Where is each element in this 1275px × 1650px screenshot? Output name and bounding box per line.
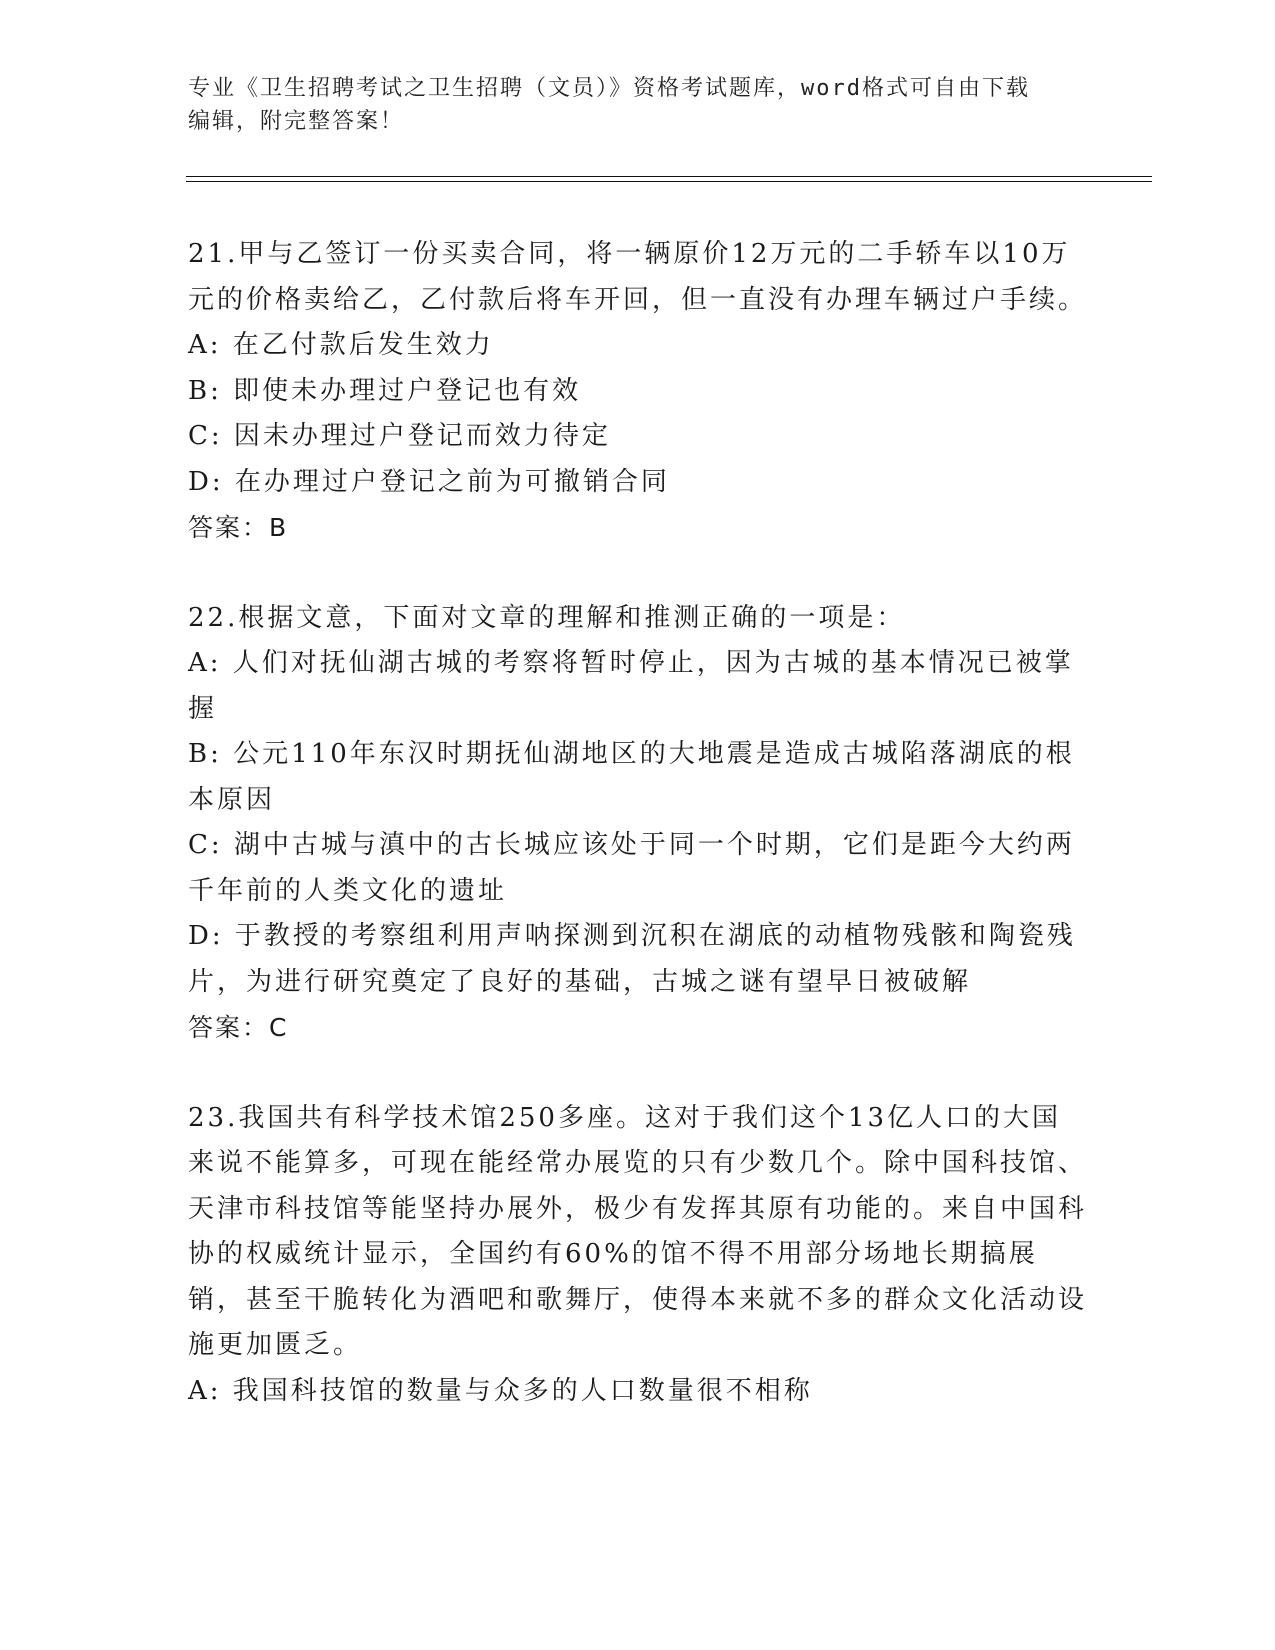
option-d: D: 于教授的考察组利用声呐探测到沉积在湖底的动植物残骸和陶瓷残片，为进行研究奠定了良好的基础，古城之谜有望早日被破解 <box>188 921 1076 997</box>
header-divider-top <box>186 176 1152 177</box>
option-c: C: 因未办理过户登记而效力待定 <box>188 421 611 451</box>
answer-label: 答案：C <box>188 1013 289 1042</box>
option-b: B: 公元110年东汉时期抚仙湖地区的大地震是造成古城陷落湖底的根本原因 <box>188 739 1075 815</box>
question-21 <box>188 232 1088 551</box>
answer-label: 答案：B <box>188 513 289 542</box>
header-line-2: 编辑，附完整答案！ <box>188 109 405 134</box>
option-a: A: 人们对抚仙湖古城的考察将暂时停止，因为古城的基本情况已被掌握 <box>188 648 1074 724</box>
header-line-1: 专业《卫生招聘考试之卫生招聘（文员）》资格考试题库，word格式可自由下载 <box>188 76 1030 101</box>
question-23 <box>188 1096 1088 1415</box>
option-d: D: 在办理过户登记之前为可撤销合同 <box>188 466 670 497</box>
option-a: A: 在乙付款后发生效力 <box>188 330 494 360</box>
question-stem: 21.甲与乙签订一份买卖合同，将一辆原价12万元的二手轿车以10万元的价格卖给乙，乙付款后将车开回，但一直没有办理车辆过户手续。 <box>188 239 1088 315</box>
document-header <box>188 72 1088 138</box>
option-b: B: 即使未办理过户登记也有效 <box>188 375 582 406</box>
option-c: C: 湖中古城与滇中的古长城应该处于同一个时期，它们是距今大约两千年前的人类文化的遗址 <box>188 830 1075 906</box>
question-list <box>188 232 1088 1459</box>
option-a: A: 我国科技馆的数量与众多的人口数量很不相称 <box>188 1375 813 1406</box>
header-divider-bottom <box>186 181 1152 182</box>
question-22 <box>188 596 1088 1051</box>
question-stem: 22.根据文意，下面对文章的理解和推测正确的一项是： <box>188 602 906 633</box>
question-stem: 23.我国共有科学技术馆250多座。这对于我们这个13亿人口的大国来说不能算多，可现在能经常办展览的只有少数几个。除中国科技馆、天津市科技馆等能坚持办展外，极少有发挥其原有功能的。来自中国科协的权威统计显示，全国约有60%的馆不得不用部分场地长期搞展销，甚至干脆转化为酒吧和歌舞厅，使得本来就不多的群众文化活动设施更加匮乏。 <box>188 1102 1088 1360</box>
